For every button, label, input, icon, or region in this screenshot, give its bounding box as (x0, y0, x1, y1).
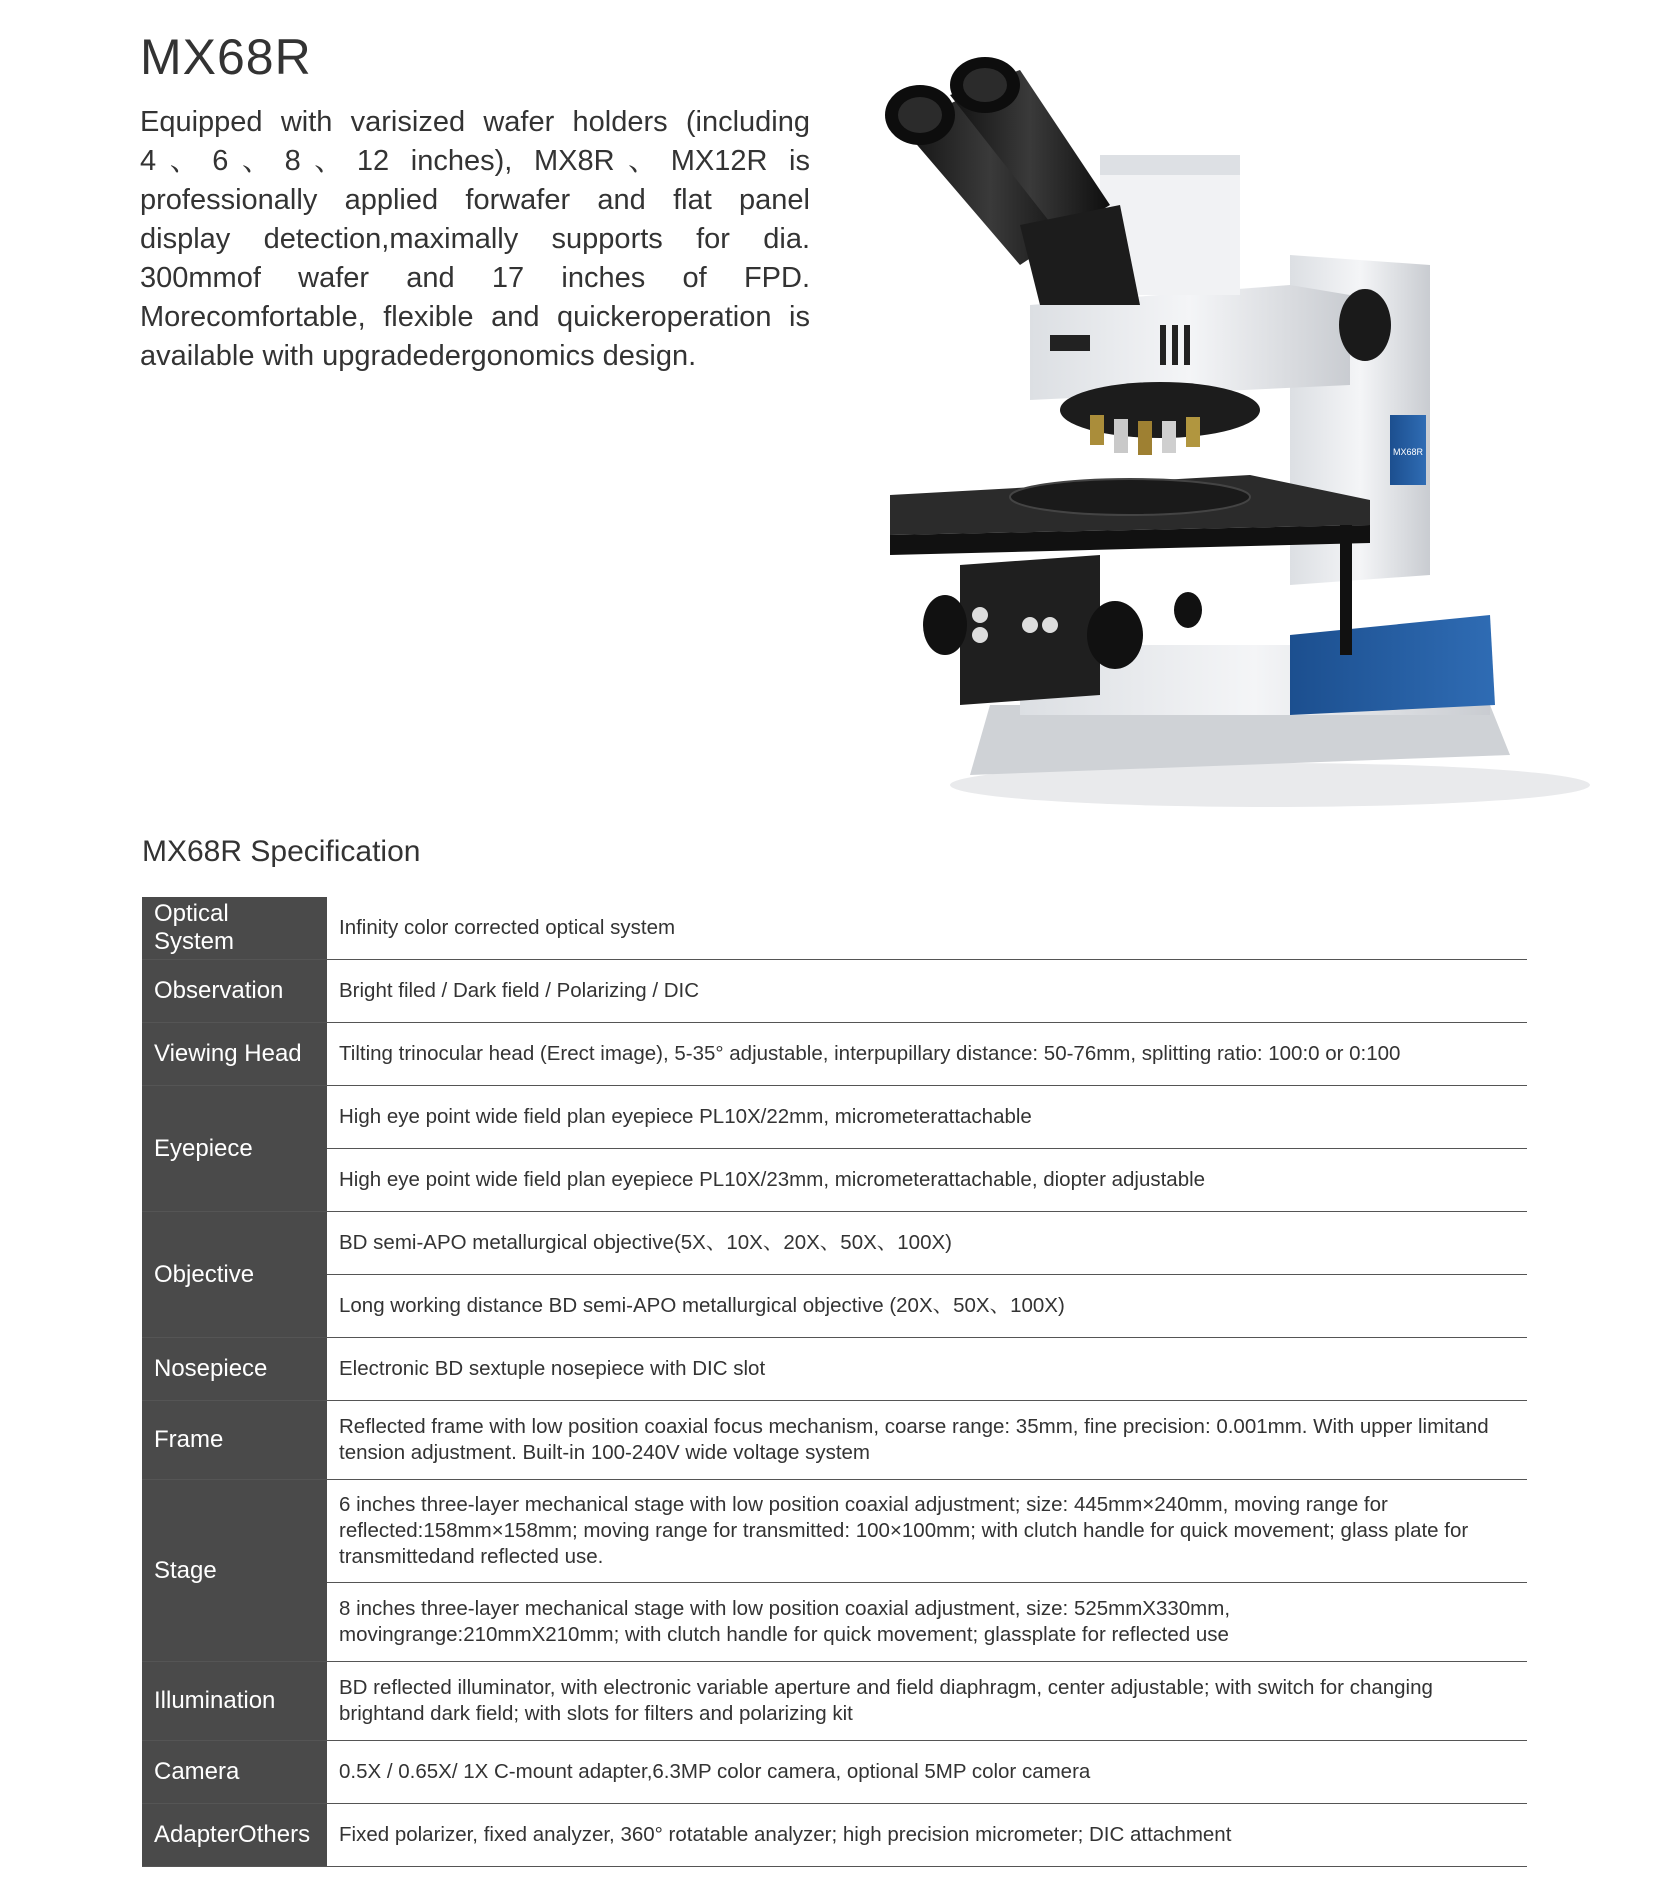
spec-label: Frame (142, 1401, 327, 1480)
spec-row-objective-2 (142, 1275, 1527, 1338)
spec-label: Viewing Head (142, 1023, 327, 1086)
spec-row-observation (142, 960, 1527, 1023)
spec-value: Reflected frame with low position coaxial focus mechanism, coarse range: 35mm, fine precision: 0.001mm. With upper limitand tension adjustment. Built-in 100-240V wide voltage system (327, 1401, 1527, 1480)
microscope-image (870, 55, 1610, 815)
spec-label: Observation (142, 960, 327, 1023)
spec-row-optical-system (142, 897, 1527, 960)
product-intro: Equipped with varisized wafer holders (including 4、6、8、12 inches), MX8R、MX12R is professionally applied forwafer and flat panel display detection,maximally supports for dia. 300mmof wafer and 17 inches of FPD. Morecomfortable, flexible and quickeroperation is available with upgradedergonomics design. (140, 106, 810, 372)
spec-row-viewing-head (142, 1023, 1527, 1086)
spec-row-objective (142, 1212, 1527, 1275)
spec-label: AdapterOthers (142, 1804, 327, 1867)
spec-row-stage (142, 1480, 1527, 1583)
spec-row-stage-2 (142, 1583, 1527, 1662)
spec-row-eyepiece (142, 1086, 1527, 1149)
badge-label: MX68R (1392, 447, 1424, 457)
spec-row-camera (142, 1741, 1527, 1804)
spec-value: Fixed polarizer, fixed analyzer, 360° rotatable analyzer; high precision micrometer; DIC attachment (327, 1804, 1527, 1867)
spec-label: Objective (142, 1212, 327, 1338)
spec-value: 6 inches three-layer mechanical stage with low position coaxial adjustment; size: 445mm×240mm, moving range for reflected:158mm×158mm; moving range for transmitted: 100×100mm; with clutch handle for quick movement; glass plate for transmittedand reflected use. (327, 1480, 1527, 1583)
spec-label: Eyepiece (142, 1086, 327, 1212)
spec-row-frame (142, 1401, 1527, 1480)
spec-label: Stage (142, 1480, 327, 1662)
spec-table (142, 897, 1527, 1867)
spec-value: Long working distance BD semi-APO metallurgical objective (20X、50X、100X) (327, 1275, 1527, 1338)
spec-value: Bright filed / Dark field / Polarizing / DIC (327, 960, 1527, 1023)
spec-label: Camera (142, 1741, 327, 1804)
product-title: MX68R (140, 29, 312, 85)
spec-value: Electronic BD sextuple nosepiece with DIC slot (327, 1338, 1527, 1401)
spec-heading: MX68R Specification (142, 835, 421, 868)
spec-label: Optical System (142, 897, 327, 960)
spec-value: High eye point wide field plan eyepiece PL10X/22mm, micrometerattachable (327, 1086, 1527, 1149)
spec-value: 0.5X / 0.65X/ 1X C-mount adapter,6.3MP color camera, optional 5MP color camera (327, 1741, 1527, 1804)
spec-value: 8 inches three-layer mechanical stage with low position coaxial adjustment, size: 525mmX330mm, movingrange:210mmX210mm; with clutch handle for quick movement; glassplate for reflected use (327, 1583, 1527, 1662)
spec-value: BD reflected illuminator, with electronic variable aperture and field diaphragm, center adjustable; with switch for changing brightand dark field; with slots for filters and polarizing kit (327, 1662, 1527, 1741)
spec-label: Illumination (142, 1662, 327, 1741)
spec-row-adapter-others (142, 1804, 1527, 1867)
spec-value: High eye point wide field plan eyepiece PL10X/23mm, micrometerattachable, diopter adjustable (327, 1149, 1527, 1212)
spec-value: BD semi-APO metallurgical objective(5X、10X、20X、50X、100X) (327, 1212, 1527, 1275)
spec-value: Infinity color corrected optical system (327, 897, 1527, 960)
spec-row-eyepiece-2 (142, 1149, 1527, 1212)
spec-label: Nosepiece (142, 1338, 327, 1401)
spec-value: Tilting trinocular head (Erect image), 5-35° adjustable, interpupillary distance: 50-76mm, splitting ratio: 100:0 or 0:100 (327, 1023, 1527, 1086)
spec-row-illumination (142, 1662, 1527, 1741)
spec-row-nosepiece (142, 1338, 1527, 1401)
